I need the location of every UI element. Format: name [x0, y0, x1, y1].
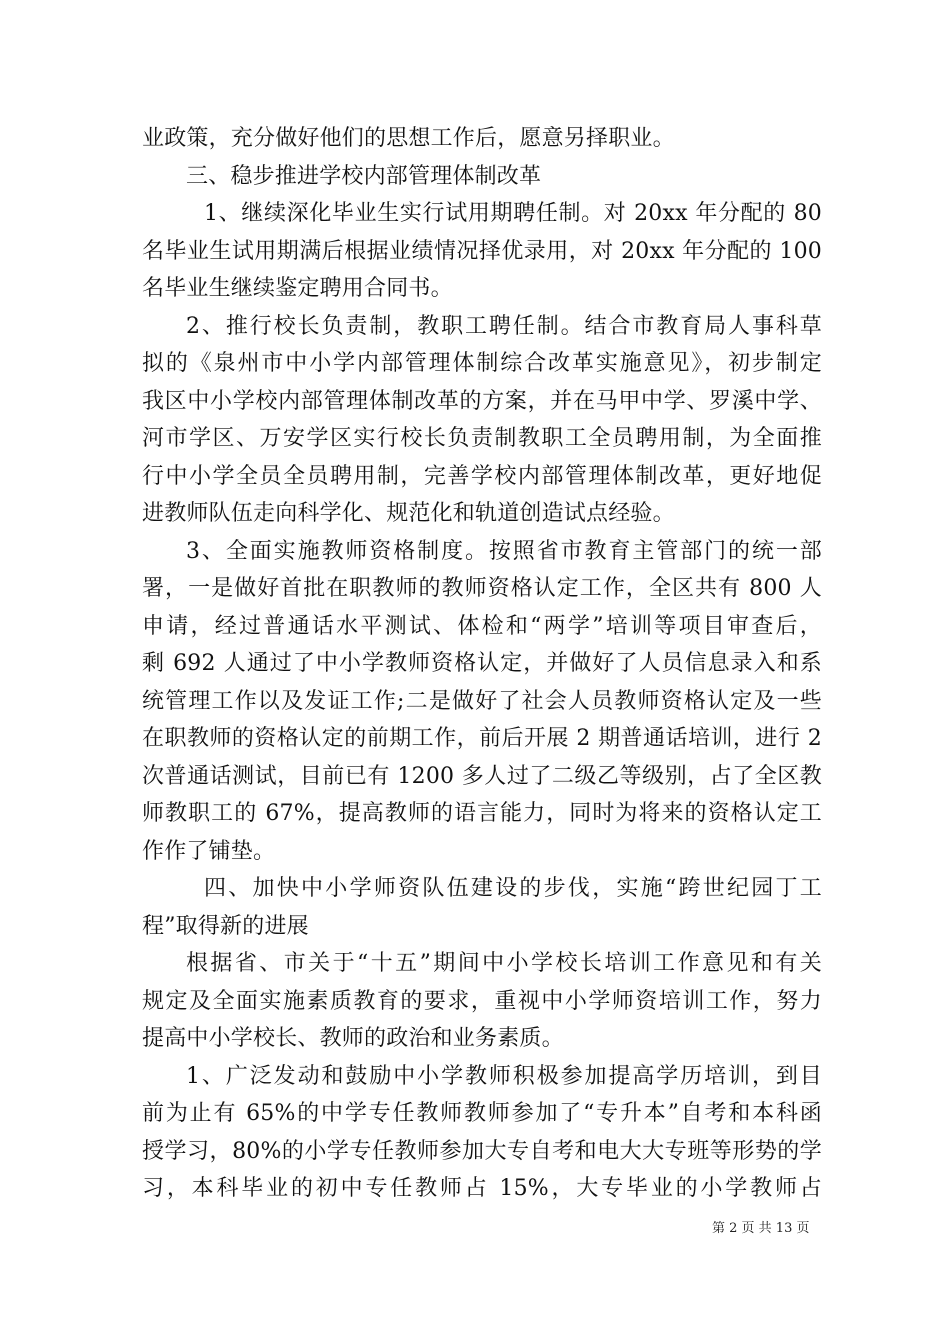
text-line: 署，一是做好首批在职教师的教师资格认定工作，全区共有 800 人 — [142, 576, 822, 601]
text-line: 次普通话测试，目前已有 1200 多人过了二级乙等级别，占了全区教 — [142, 763, 822, 789]
text-line: 拟的《泉州市中小学内部管理体制综合改革实施意见》，初步制定 — [142, 351, 822, 376]
text-line: 四、加快中小学师资队伍建设的步伐，实施“跨世纪园丁工 — [204, 876, 822, 901]
text-line: 申请，经过普通话水平测试、体检和“两学”培训等项目审查后， — [142, 613, 822, 639]
text-line: 剩 692 人通过了中小学教师资格认定，并做好了人员信息录入和系 — [142, 651, 822, 676]
text-line: 名毕业生试用期满后根据业绩情况择优录用，对 20xx 年分配的 100 — [142, 238, 822, 264]
text-line: 作作了铺垫。 — [142, 838, 276, 864]
text-line: 三、稳步推进学校内部管理体制改革 — [186, 163, 542, 189]
text-line: 规定及全面实施素质教育的要求，重视中小学师资培训工作，努力 — [142, 988, 822, 1014]
text-line: 业政策，充分做好他们的思想工作后，愿意另择职业。 — [142, 126, 675, 151]
text-line: 前为止有 65%的中学专任教师教师参加了“专升本”自考和本科函 — [142, 1101, 822, 1126]
text-line: 进教师队伍走向科学化、规范化和轨道创造试点经验。 — [142, 501, 675, 526]
text-line: 师教职工的 67%，提高教师的语言能力，同时为将来的资格认定工 — [142, 801, 822, 826]
text-line: 3、全面实施教师资格制度。按照省市教育主管部门的统一部 — [186, 538, 822, 564]
text-line: 根据省、市关于“十五”期间中小学校长培训工作意见和有关 — [186, 951, 822, 976]
text-line: 行中小学全员全员聘用制，完善学校内部管理体制改革，更好地促 — [142, 463, 822, 489]
text-line: 习，本科毕业的初中专任教师占 15%，大专毕业的小学教师占 — [142, 1176, 822, 1201]
page-number-footer: 第 2 页 共 13 页 — [712, 1221, 810, 1236]
text-line: 1、广泛发动和鼓励中小学教师积极参加提高学历培训，到目 — [186, 1063, 822, 1089]
text-line: 我区中小学校内部管理体制改革的方案，并在马甲中学、罗溪中学、 — [142, 388, 822, 414]
text-line: 程”取得新的进展 — [142, 913, 309, 939]
text-line: 在职教师的资格认定的前期工作，前后开展 2 期普通话培训，进行 2 — [142, 726, 822, 751]
text-line: 提高中小学校长、教师的政治和业务素质。 — [142, 1026, 564, 1051]
text-line: 授学习，80%的小学专任教师参加大专自考和电大大专班等形势的学 — [142, 1138, 822, 1164]
text-line: 统管理工作以及发证工作;二是做好了社会人员教师资格认定及一些 — [142, 688, 822, 714]
document-body — [142, 120, 822, 1208]
text-line: 名毕业生继续鉴定聘用合同书。 — [142, 276, 453, 301]
text-line: 1、继续深化毕业生实行试用期聘任制。对 20xx 年分配的 80 — [204, 201, 822, 226]
text-line: 河市学区、万安学区实行校长负责制教职工全员聘用制，为全面推 — [142, 426, 822, 451]
text-line: 2、推行校长负责制，教职工聘任制。结合市教育局人事科草 — [186, 313, 822, 339]
